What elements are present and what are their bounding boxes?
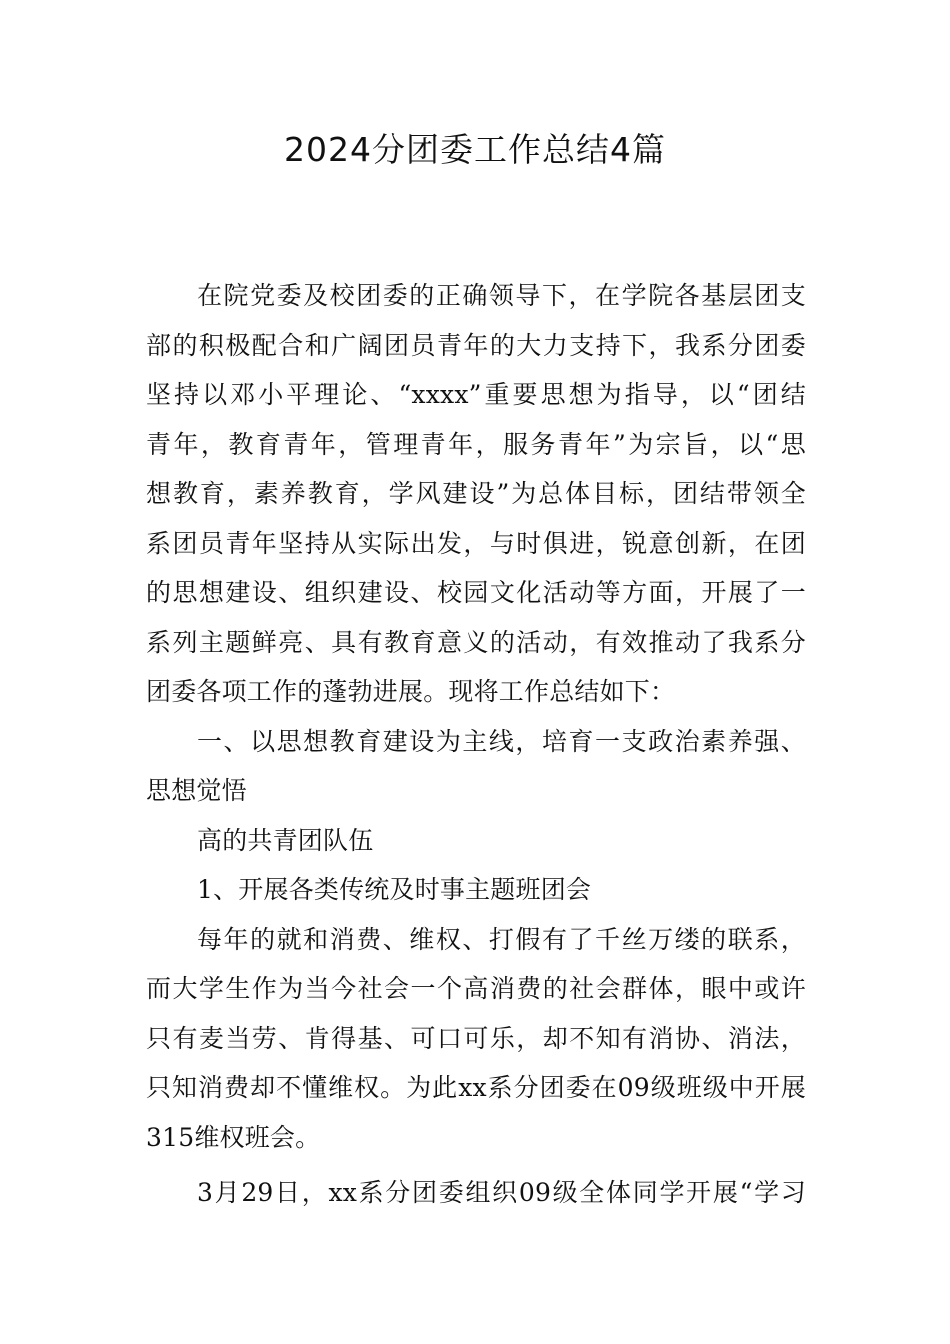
document-body [146,271,806,1218]
section-heading-line: 思想觉悟 [146,776,247,805]
paragraph-line: 团委各项工作的蓬勃进展。现将工作总结如下： [146,677,676,706]
paragraph-line: 的思想建设、组织建设、校园文化活动等方面，开展了一 [146,578,806,607]
paragraph-line: 3月29日，xx系分团委组织09级全体同学开展“学习 [197,1178,806,1207]
paragraph-line: 部的积极配合和广阔团员青年的大力支持下，我系分团委 [146,330,806,360]
paragraph-line: 每年的就和消费、维权、打假有了千丝万缕的联系， [197,924,806,954]
paragraph-line: 青年，教育青年，管理青年，服务青年”为宗旨，以“思 [146,429,806,459]
paragraph-line: 坚持以邓小平理论、“xxxx”重要思想为指导，以“团结 [146,380,806,409]
section-heading-line: 高的共青团队伍 [197,825,374,855]
paragraph-line: 而大学生作为当今社会一个高消费的社会群体，眼中或许 [146,974,806,1003]
subsection-heading: 1、开展各类传统及时事主题班团会 [197,875,592,904]
paragraph-line: 只有麦当劳、肯得基、可口可乐，却不知有消协、消法， [146,1023,806,1053]
paragraph-line: 只知消费却不懂维权。为此xx系分团委在09级班级中开展 [146,1073,806,1102]
section-heading-line: 一、以思想教育建设为主线，培育一支政治素养强、 [197,726,806,756]
paragraph-line: 315维权班会。 [146,1122,321,1152]
document-title: 2024分团委工作总结4篇 [284,130,666,169]
paragraph-line: 想教育，素养教育，学风建设”为总体目标，团结带领全 [146,479,806,508]
paragraph-line: 系团员青年坚持从实际出发，与时俱进，锐意创新，在团 [146,528,806,558]
paragraph-line: 在院党委及校团委的正确领导下，在学院各基层团支 [197,281,806,310]
paragraph-line: 系列主题鲜亮、具有教育意义的活动，有效推动了我系分 [146,627,806,657]
